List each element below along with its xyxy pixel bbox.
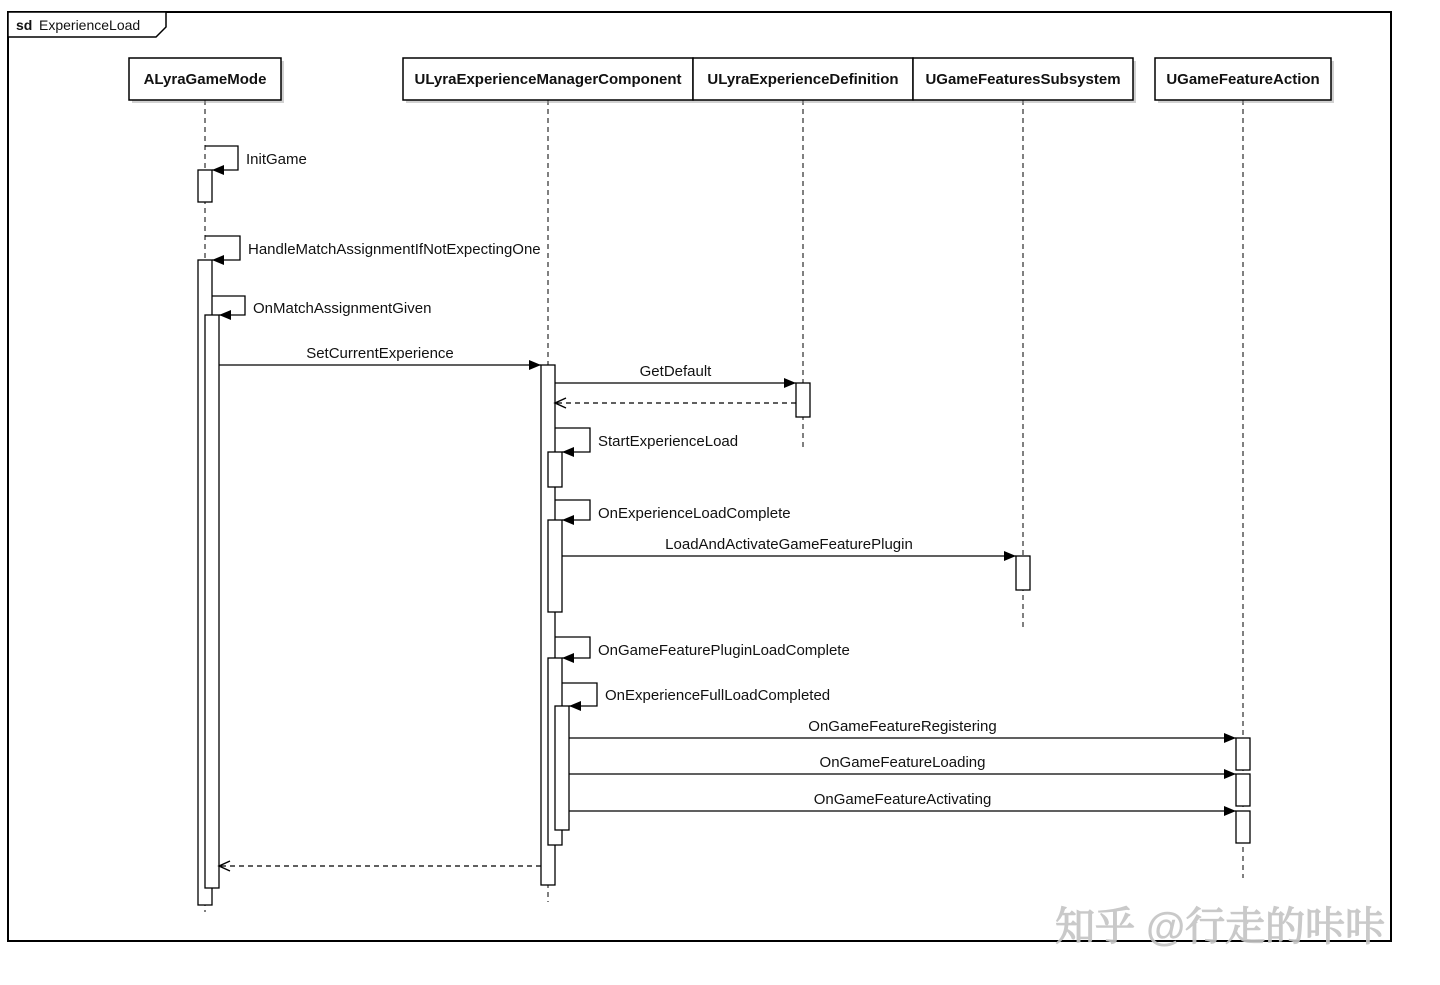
message-label: OnMatchAssignmentGiven (253, 300, 432, 317)
message-label: HandleMatchAssignmentIfNotExpectingOne (248, 241, 541, 258)
activation-bar (796, 383, 810, 417)
message-label: OnExperienceLoadComplete (598, 505, 791, 522)
message-label: GetDefault (639, 363, 712, 380)
message-loadandactivategamefeatureplugin (562, 536, 1016, 556)
message-label: OnGameFeatureActivating (813, 791, 992, 808)
self-message-arrow (212, 296, 245, 315)
message-onmatchassignmentgiven (212, 296, 431, 317)
watermark: 知乎 @行走的咔咔 (1055, 905, 1386, 949)
message-label: OnGameFeatureRegistering (808, 718, 997, 735)
frame-keyword: sd (16, 17, 33, 33)
lifeline-label: UGameFeaturesSubsystem (925, 71, 1121, 88)
lifeline-label: UGameFeatureAction (1166, 71, 1320, 88)
activation-bar (1236, 811, 1250, 843)
self-message-arrow (555, 637, 590, 658)
activation-bar (1236, 774, 1250, 806)
lifeline-UGameFeaturesSubsystem (913, 58, 1136, 630)
self-message-arrow (555, 428, 590, 452)
message-handlematchassignmentifnotexpectingone (205, 236, 541, 260)
activation-bar (555, 706, 569, 830)
self-message-arrow (555, 500, 590, 520)
message-ongamefeaturepluginloadcomplete (555, 637, 850, 659)
lifeline-label: ULyraExperienceDefinition (707, 71, 899, 88)
activation-bar (548, 520, 562, 612)
message-label: InitGame (246, 151, 307, 168)
message-label: OnGameFeaturePluginLoadComplete (598, 642, 850, 659)
self-message-arrow (562, 683, 597, 706)
activation-bar (548, 452, 562, 487)
message-onexperiencefullloadcompleted (562, 683, 830, 706)
activation-bar (1016, 556, 1030, 590)
lifeline-label: ULyraExperienceManagerComponent (414, 71, 682, 88)
self-message-arrow (205, 236, 240, 260)
activation-bar (1236, 738, 1250, 770)
message-startexperienceload (555, 428, 738, 452)
message-label: LoadAndActivateGameFeaturePlugin (665, 536, 913, 553)
activation-bar (198, 170, 212, 202)
message-label: SetCurrentExperience (306, 345, 454, 362)
message-setcurrentexperience (219, 345, 541, 365)
message-label: OnExperienceFullLoadCompleted (605, 687, 831, 704)
message-ongamefeatureactivating (569, 791, 1236, 811)
message-ongamefeatureregistering (569, 718, 1236, 738)
message-label: OnGameFeatureLoading (819, 754, 986, 771)
frame-title: ExperienceLoad (39, 17, 141, 33)
self-message-arrow (205, 146, 238, 170)
message-getdefault (555, 363, 796, 383)
message-initgame (205, 146, 307, 170)
message-ongamefeatureloading (569, 754, 1236, 774)
lifeline-label: ALyraGameMode (143, 71, 267, 88)
activation-bar (205, 315, 219, 888)
message-label: StartExperienceLoad (598, 433, 739, 450)
message-onexperienceloadcomplete (555, 500, 791, 522)
